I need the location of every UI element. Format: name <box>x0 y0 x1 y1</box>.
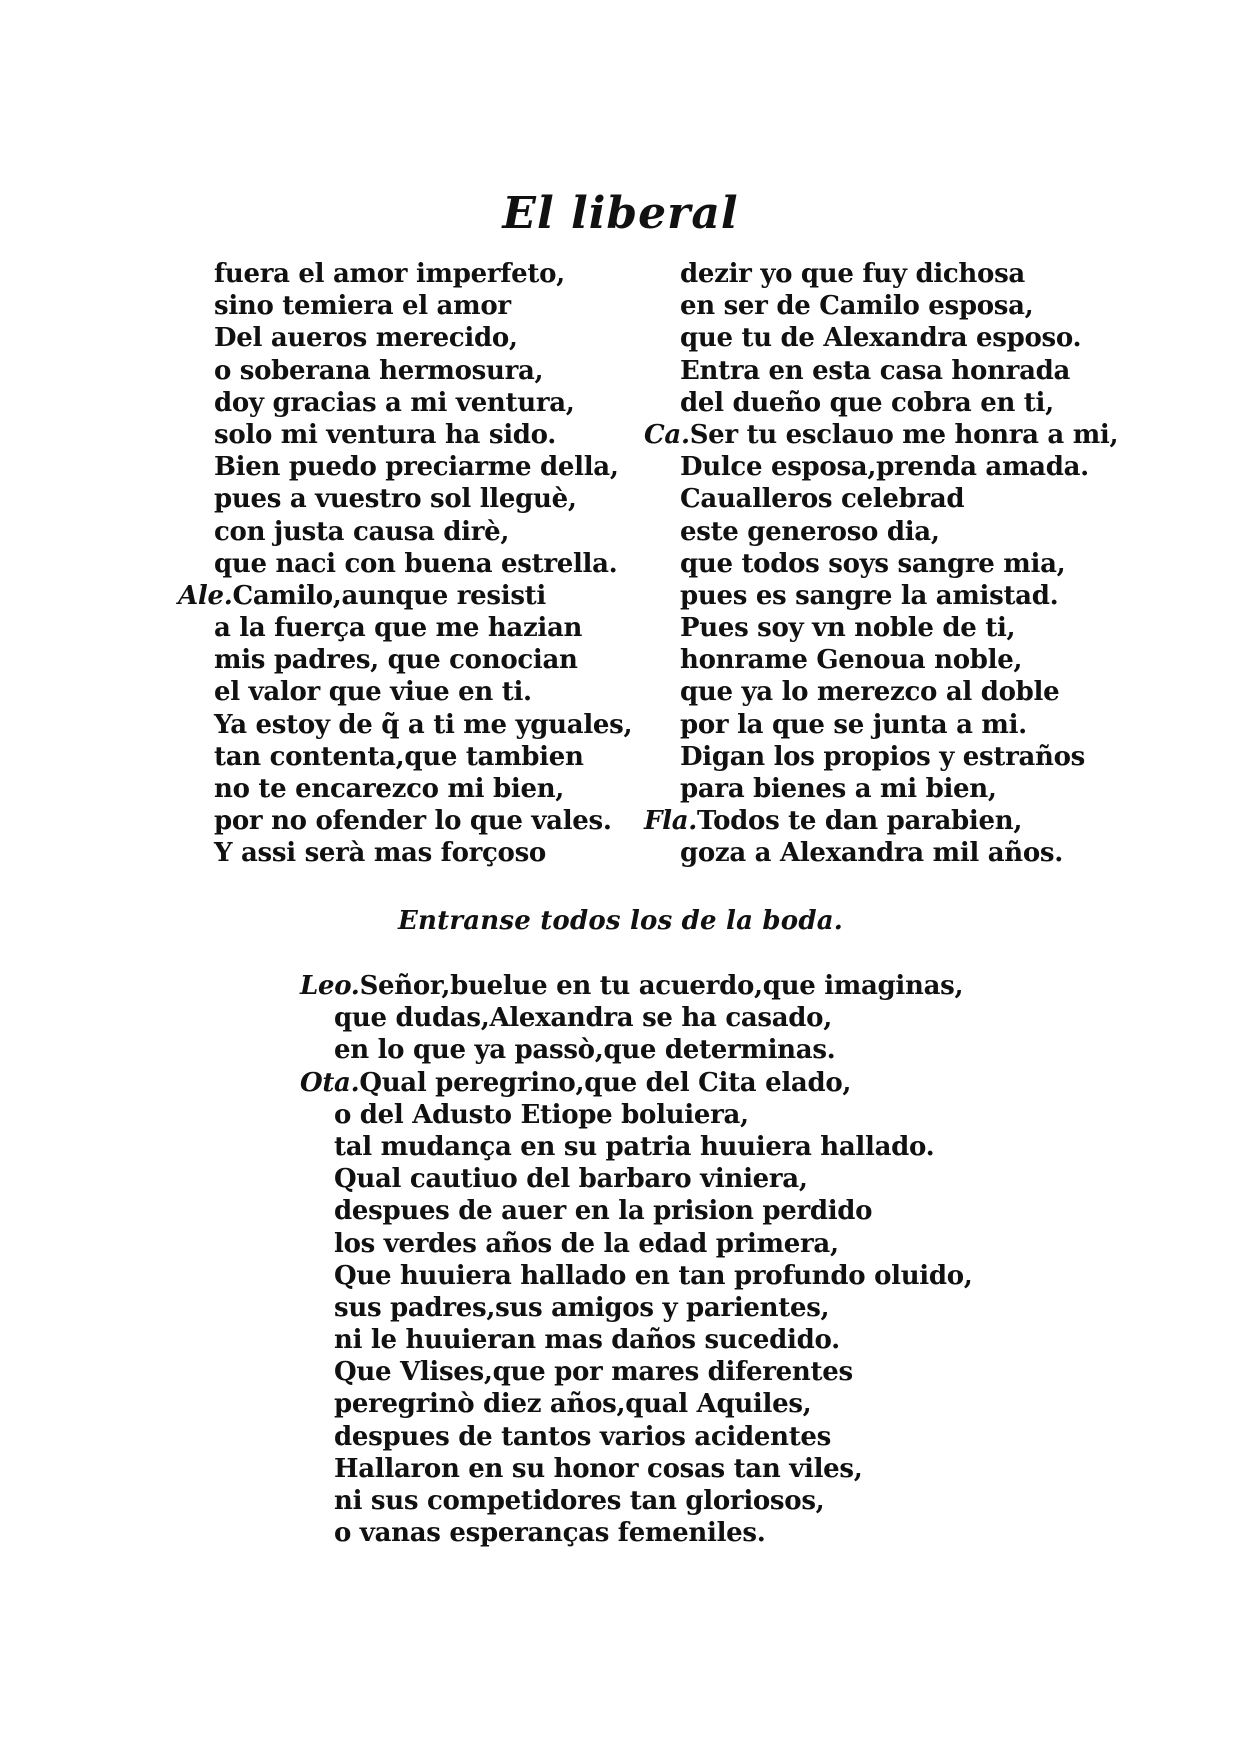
verse-line: Pues soy vn noble de ti, <box>680 613 1016 644</box>
verse-line: Que Vlises,que por mares diferentes <box>334 1357 853 1388</box>
left-column <box>178 258 633 870</box>
verse-line: Que huuiera hallado en tan profundo oluido, <box>334 1260 973 1291</box>
verse-line: o soberana hermosura, <box>214 355 544 386</box>
verse-line: o vanas esperanças femeniles. <box>334 1518 766 1549</box>
verse-line: que tu de Alexandra esposo. <box>680 323 1082 354</box>
verse-line: solo mi ventura ha sido. <box>214 419 556 450</box>
verse-line: Hallaron en su honor cosas tan viles, <box>334 1453 863 1484</box>
speaker-tag: Ale. <box>178 580 233 611</box>
tercet-verse <box>300 970 973 1549</box>
verse-line: con justa causa dirè, <box>214 516 510 547</box>
verse-line: del dueño que cobra en ti, <box>680 387 1054 418</box>
verse-line: Del aueros merecido, <box>214 323 518 354</box>
verse-line: ni le huuieran mas daños sucedido. <box>334 1325 840 1356</box>
verse-line: por no ofender lo que vales. <box>214 806 612 837</box>
verse-line: por la que se junta a mi. <box>680 709 1027 740</box>
verse-line: en lo que ya passò,que determinas. <box>334 1035 836 1066</box>
verse-line: o del Adusto Etiope boluiera, <box>334 1099 749 1130</box>
verse-line: Ca.Ser tu esclauo me honra a mi, <box>644 419 1119 450</box>
verse-line: tal mudança en su patria huuiera hallado. <box>334 1131 935 1162</box>
verse-line: goza a Alexandra mil años. <box>680 838 1064 869</box>
verse-line: pues a vuestro sol lleguè, <box>214 484 577 515</box>
verse-line: tan contenta,que tambien <box>214 741 584 772</box>
verse-line: sino temiera el amor <box>214 291 511 322</box>
verse-line: ni sus competidores tan gloriosos, <box>334 1486 825 1516</box>
verse-line: en ser de Camilo esposa, <box>680 291 1034 322</box>
verse-line: despues de auer en la prision perdido <box>334 1196 873 1227</box>
verse-line: no te encarezco mi bien, <box>214 774 565 804</box>
verse-line: Dulce esposa,prenda amada. <box>680 452 1089 483</box>
verse-line: para bienes a mi bien, <box>680 774 997 804</box>
speaker-tag: Ca. <box>644 419 690 450</box>
verse-line: el valor que viue en ti. <box>214 677 532 708</box>
verse-line: Entra en esta casa honrada <box>680 355 1071 386</box>
verse-line: Qual cautiuo del barbaro viniera, <box>334 1164 808 1195</box>
verse-line: mis padres, que conocian <box>214 645 578 676</box>
speaker-tag: Fla. <box>644 806 698 837</box>
verse-line: honrame Genoua noble, <box>680 645 1023 676</box>
stage-direction: Entranse todos los de la boda. <box>397 906 844 936</box>
speaker-tag: Leo. <box>300 971 360 1001</box>
verse-line: Digan los propios y estraños <box>680 741 1085 772</box>
verse-line: Bien puedo preciarme della, <box>214 452 619 483</box>
verse-line: que todos soys sangre mia, <box>680 548 1066 579</box>
verse-line: Leo.Señor,buelue en tu acuerdo,que imaginas, <box>300 971 964 1001</box>
verse-line: Ale.Camilo,aunque resisti <box>178 580 546 611</box>
verse-line: que ya lo merezco al doble <box>680 677 1060 708</box>
verse-line: despues de tantos varios acidentes <box>334 1421 831 1452</box>
verse-line: Y assi serà mas forçoso <box>214 838 546 869</box>
verse-line: que naci con buena estrella. <box>214 548 618 579</box>
verse-line: dezir yo que fuy dichosa <box>680 259 1025 289</box>
right-column <box>644 258 1119 870</box>
verse-line: doy gracias a mi ventura, <box>214 387 575 418</box>
verse-line: a la fuerça que me hazian <box>214 613 583 644</box>
verse-line: que dudas,Alexandra se ha casado, <box>334 1003 832 1034</box>
verse-line: Ota.Qual peregrino,que del Cita elado, <box>300 1067 852 1098</box>
verse-line: fuera el amor imperfeto, <box>214 259 565 289</box>
verse-line: Ya estoy de q̃ a ti me yguales, <box>214 709 633 740</box>
running-header: El liberal <box>502 188 739 239</box>
verse-line: Fla.Todos te dan parabien, <box>644 806 1023 837</box>
verse-line: este generoso dia, <box>680 516 940 547</box>
verse-line: peregrinò diez años,qual Aquiles, <box>334 1389 812 1420</box>
verse-line: los verdes años de la edad primera, <box>334 1228 839 1259</box>
verse-line: pues es sangre la amistad. <box>680 580 1059 611</box>
verse-line: Caualleros celebrad <box>680 484 965 515</box>
speaker-tag: Ota. <box>300 1067 360 1098</box>
verse-line: sus padres,sus amigos y parientes, <box>334 1292 830 1323</box>
